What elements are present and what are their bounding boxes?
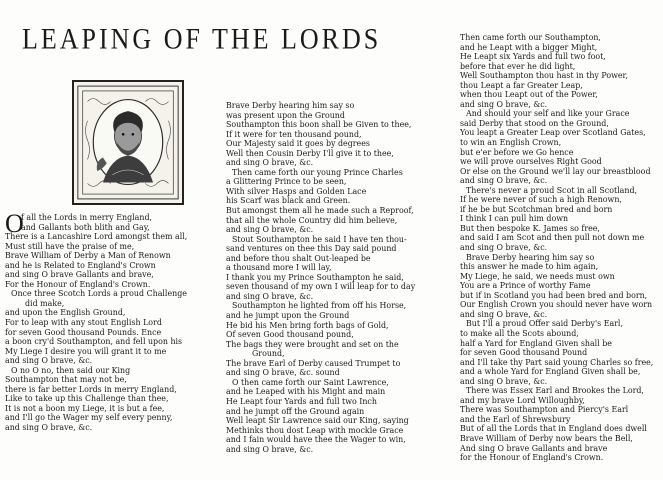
verse-line: said Derby that stood on the Ground, (460, 118, 609, 128)
verse-line: his Scarf was black and Green. (226, 196, 351, 206)
verse-line: a thousand more I will lay, (226, 263, 332, 273)
verse-line: Our Majesty said it goes by degrees (226, 139, 370, 149)
verse-line: Brave Derby hearing him say so (466, 252, 595, 262)
verse-line: and he Leaped with his Might and main (226, 387, 386, 397)
woodcut-portrait (72, 80, 184, 205)
verse-line: for the Honour of England's Crown. (460, 453, 604, 463)
verse-line: Brave William of Derby a Man of Renown (5, 251, 171, 261)
ballad-title: LEAPING OF THE LORDS (22, 22, 382, 56)
verse-line: But I'll a proud Offer said Derby's Earl, (466, 319, 623, 329)
verse-line: and sing O brave, &c. (226, 444, 314, 454)
verse-line: did make, (25, 298, 65, 308)
verse-line: And sing O brave Gallants and brave (460, 443, 608, 453)
verse-line: f all the Lords in merry England, (21, 213, 153, 222)
verse-line: Brave William of Derby now bears the Bell, (460, 433, 633, 443)
verse-line: Southampton he lighted from off his Horse, (232, 301, 407, 311)
drop-cap: O (5, 209, 24, 238)
verse-line: there is far better Lords in merry England, (5, 384, 177, 394)
verse-line: and I'll go the Wager my self every penny, (5, 413, 173, 423)
verse-line: There is a Lancashire Lord amongst them all, (5, 232, 188, 242)
verse-line: Ground, (252, 349, 285, 359)
verse-line: O then came forth our Saint Lawrence, (232, 377, 389, 387)
verse-column-2 (226, 101, 415, 454)
verse-line: sand ventures on thee this Day said pound (226, 244, 397, 254)
verse-line: Brave Derby hearing him say so (226, 101, 355, 110)
verse-line: and upon the English Ground, (5, 308, 126, 318)
verse-line: Methinks thou dost Leap with mockle Grace (226, 425, 404, 435)
verse-line: and he jumpt upon the Ground (226, 311, 350, 321)
verse-line: If it were for ten thousand pound, (226, 129, 362, 139)
verse-line: but if in Scotland you had been bred and born, (460, 290, 648, 300)
verse-line: this answer he made to him again, (460, 262, 599, 272)
verse-line: You are a Prince of worthy Fame (460, 281, 591, 291)
verse-line: I think I can pull him down (460, 214, 569, 224)
verse-line: Well leapt Sir Lawrence said our King, saying (226, 416, 409, 426)
verse-line: I thank you my Prince Southampton he said, (226, 272, 404, 282)
verse-line: we will prove ourselves Right Good (460, 157, 602, 167)
verse-line: And should your self and like your Grace (466, 109, 630, 119)
verse-line: when thou Leapt out of the Power, (460, 90, 598, 100)
verse-line: and sing O brave, &c. (460, 309, 548, 319)
verse-line: and he jumpt off the Ground again (226, 406, 365, 416)
verse-line: Of seven Good thousand pound, (226, 330, 354, 340)
verse-line: You leapt a Greater Leap over Scotland Gates, (460, 128, 646, 138)
verse-line: that all the whole Country did him believe, (226, 215, 398, 225)
verse-line: Then came forth our Southampton, (460, 33, 601, 42)
verse-line: and Gallants both blith and Gay, (21, 222, 150, 232)
verse-line: and sing O brave, &c. (5, 423, 93, 433)
verse-line: Our English Crown you should never have worn (460, 300, 653, 310)
verse-line: Southampton this boon shall be Given to thee, (226, 120, 412, 130)
verse-line: and sing O brave, &c. (460, 243, 548, 253)
verse-line: The bags they were brought and set on the (226, 339, 399, 349)
verse-line: Stout Southampton he said I have ten thou- (232, 234, 407, 244)
verse-line: If he were never of such a high Renown, (460, 195, 622, 205)
verse-line: and my brave Lord Willoughby, (460, 395, 585, 405)
verse-line: My Liege I desire you will grant it to me (5, 346, 167, 356)
verse-line: But amongst them all he made such a Reproof, (226, 206, 414, 216)
verse-line: before that ever he did light, (460, 61, 576, 71)
verse-line: It is not a boon my Liege, it is but a fee, (5, 403, 165, 413)
verse-line: but e'er before we Go hence (460, 147, 574, 157)
verse-line: and the Earl of Shrewsbury (460, 414, 571, 424)
verse-line: seven thousand of my own I will leap for to day (226, 282, 416, 292)
verse-line: and sing O brave, &c. sound (226, 368, 340, 378)
verse-line: if he be but Scotchman bred and born (460, 204, 613, 214)
verse-line: Must still have the praise of me, (5, 241, 135, 251)
verse-line: half a Yard for England Given shall be (460, 338, 612, 348)
verse-line: and he Leapt with a bigger Might, (460, 42, 598, 52)
verse-column-1 (5, 209, 188, 433)
verse-line: With silver Hasps and Golden Lace (226, 186, 367, 196)
verse-line: There was Essex Earl and Brookes the Lord, (466, 386, 644, 396)
verse-line: The brave Earl of Derby caused Trumpet to (226, 358, 401, 368)
verse-line: to make all the Scots abound, (460, 328, 579, 338)
verse-line: But of all the Lords that in England does dwell (460, 424, 647, 434)
verse-line: and said I am Scot and then pull not down me (460, 233, 645, 243)
verse-line: But then bespoke K. James so free, (460, 223, 600, 233)
verse-line: He bid his Men bring forth bags of Gold, (226, 320, 389, 330)
verse-line: a Glittering Prince to be seen, (226, 177, 347, 187)
verse-line: and sing O brave Gallants and brave, (5, 270, 154, 280)
verse-line: to win an English Crown, (460, 138, 562, 148)
verse-line: and sing O brave, &c. (460, 176, 548, 186)
verse-line: Well then Cousin Derby I'll give it to thee, (226, 148, 394, 158)
verse-line: and a whole Yard for England Given shall be, (460, 367, 641, 377)
verse-line: and sing O brave, &c. (226, 225, 314, 235)
verse-line: O no O no, then said our King (11, 365, 131, 375)
verse-line: thou Leapt a far Greater Leap, (460, 80, 583, 90)
verse-line: He Leapt four Yards and full two Inch (226, 396, 377, 406)
verse-line: Or else on the Ground we'll lay our breastblood (460, 166, 651, 176)
verse-line: Southampton that may not be, (5, 375, 127, 385)
verse-line: and sing O brave, &c. (5, 356, 93, 366)
verse-line: He Leapt six Yards and full two foot, (460, 52, 606, 62)
verse-line: My Liege, he said, we needs must own (460, 271, 615, 281)
verse-line: and sing O brave, &c. (226, 158, 314, 168)
verse-column-3 (460, 33, 653, 463)
verse-line: For the Honour of England's Crown. (5, 279, 151, 289)
verse-line: There's never a proud Scot in all Scotland, (466, 185, 638, 195)
verse-line: for seven Good thousand Pound (460, 348, 588, 358)
verse-line: Once three Scotch Lords a proud Challenge (11, 289, 187, 299)
verse-line: Well Southampton thou hast in thy Power, (460, 71, 628, 81)
verse-line: and before thou shalt Out-leaped be (226, 253, 371, 263)
verse-line: and I fain would have thee the Wager to win, (226, 435, 406, 445)
verse-line: was present upon the Ground (226, 110, 345, 120)
verse-line: and he is Related to England's Crown (5, 260, 156, 270)
verse-line: for seven Good thousand Pounds. Ence (5, 327, 162, 337)
verse-line: and I'll take thy Part said young Charles so free, (460, 357, 654, 367)
verse-line: Like to take up this Challenge than thee, (5, 394, 169, 404)
verse-line: Then came forth our young Prince Charles (232, 167, 403, 177)
portrait-icon (74, 82, 182, 203)
verse-line: and sing O brave, &c. (460, 99, 548, 109)
verse-line: a boon cry'd Southampton, and fell upon his (5, 337, 183, 347)
verse-line: There was Southampton and Piercy's Earl (460, 405, 629, 415)
verse-line: and sing O brave, &c. (460, 376, 548, 386)
verse-line: and sing O brave, &c. (226, 291, 314, 301)
verse-line: For to leap with any stout English Lord (5, 318, 162, 328)
